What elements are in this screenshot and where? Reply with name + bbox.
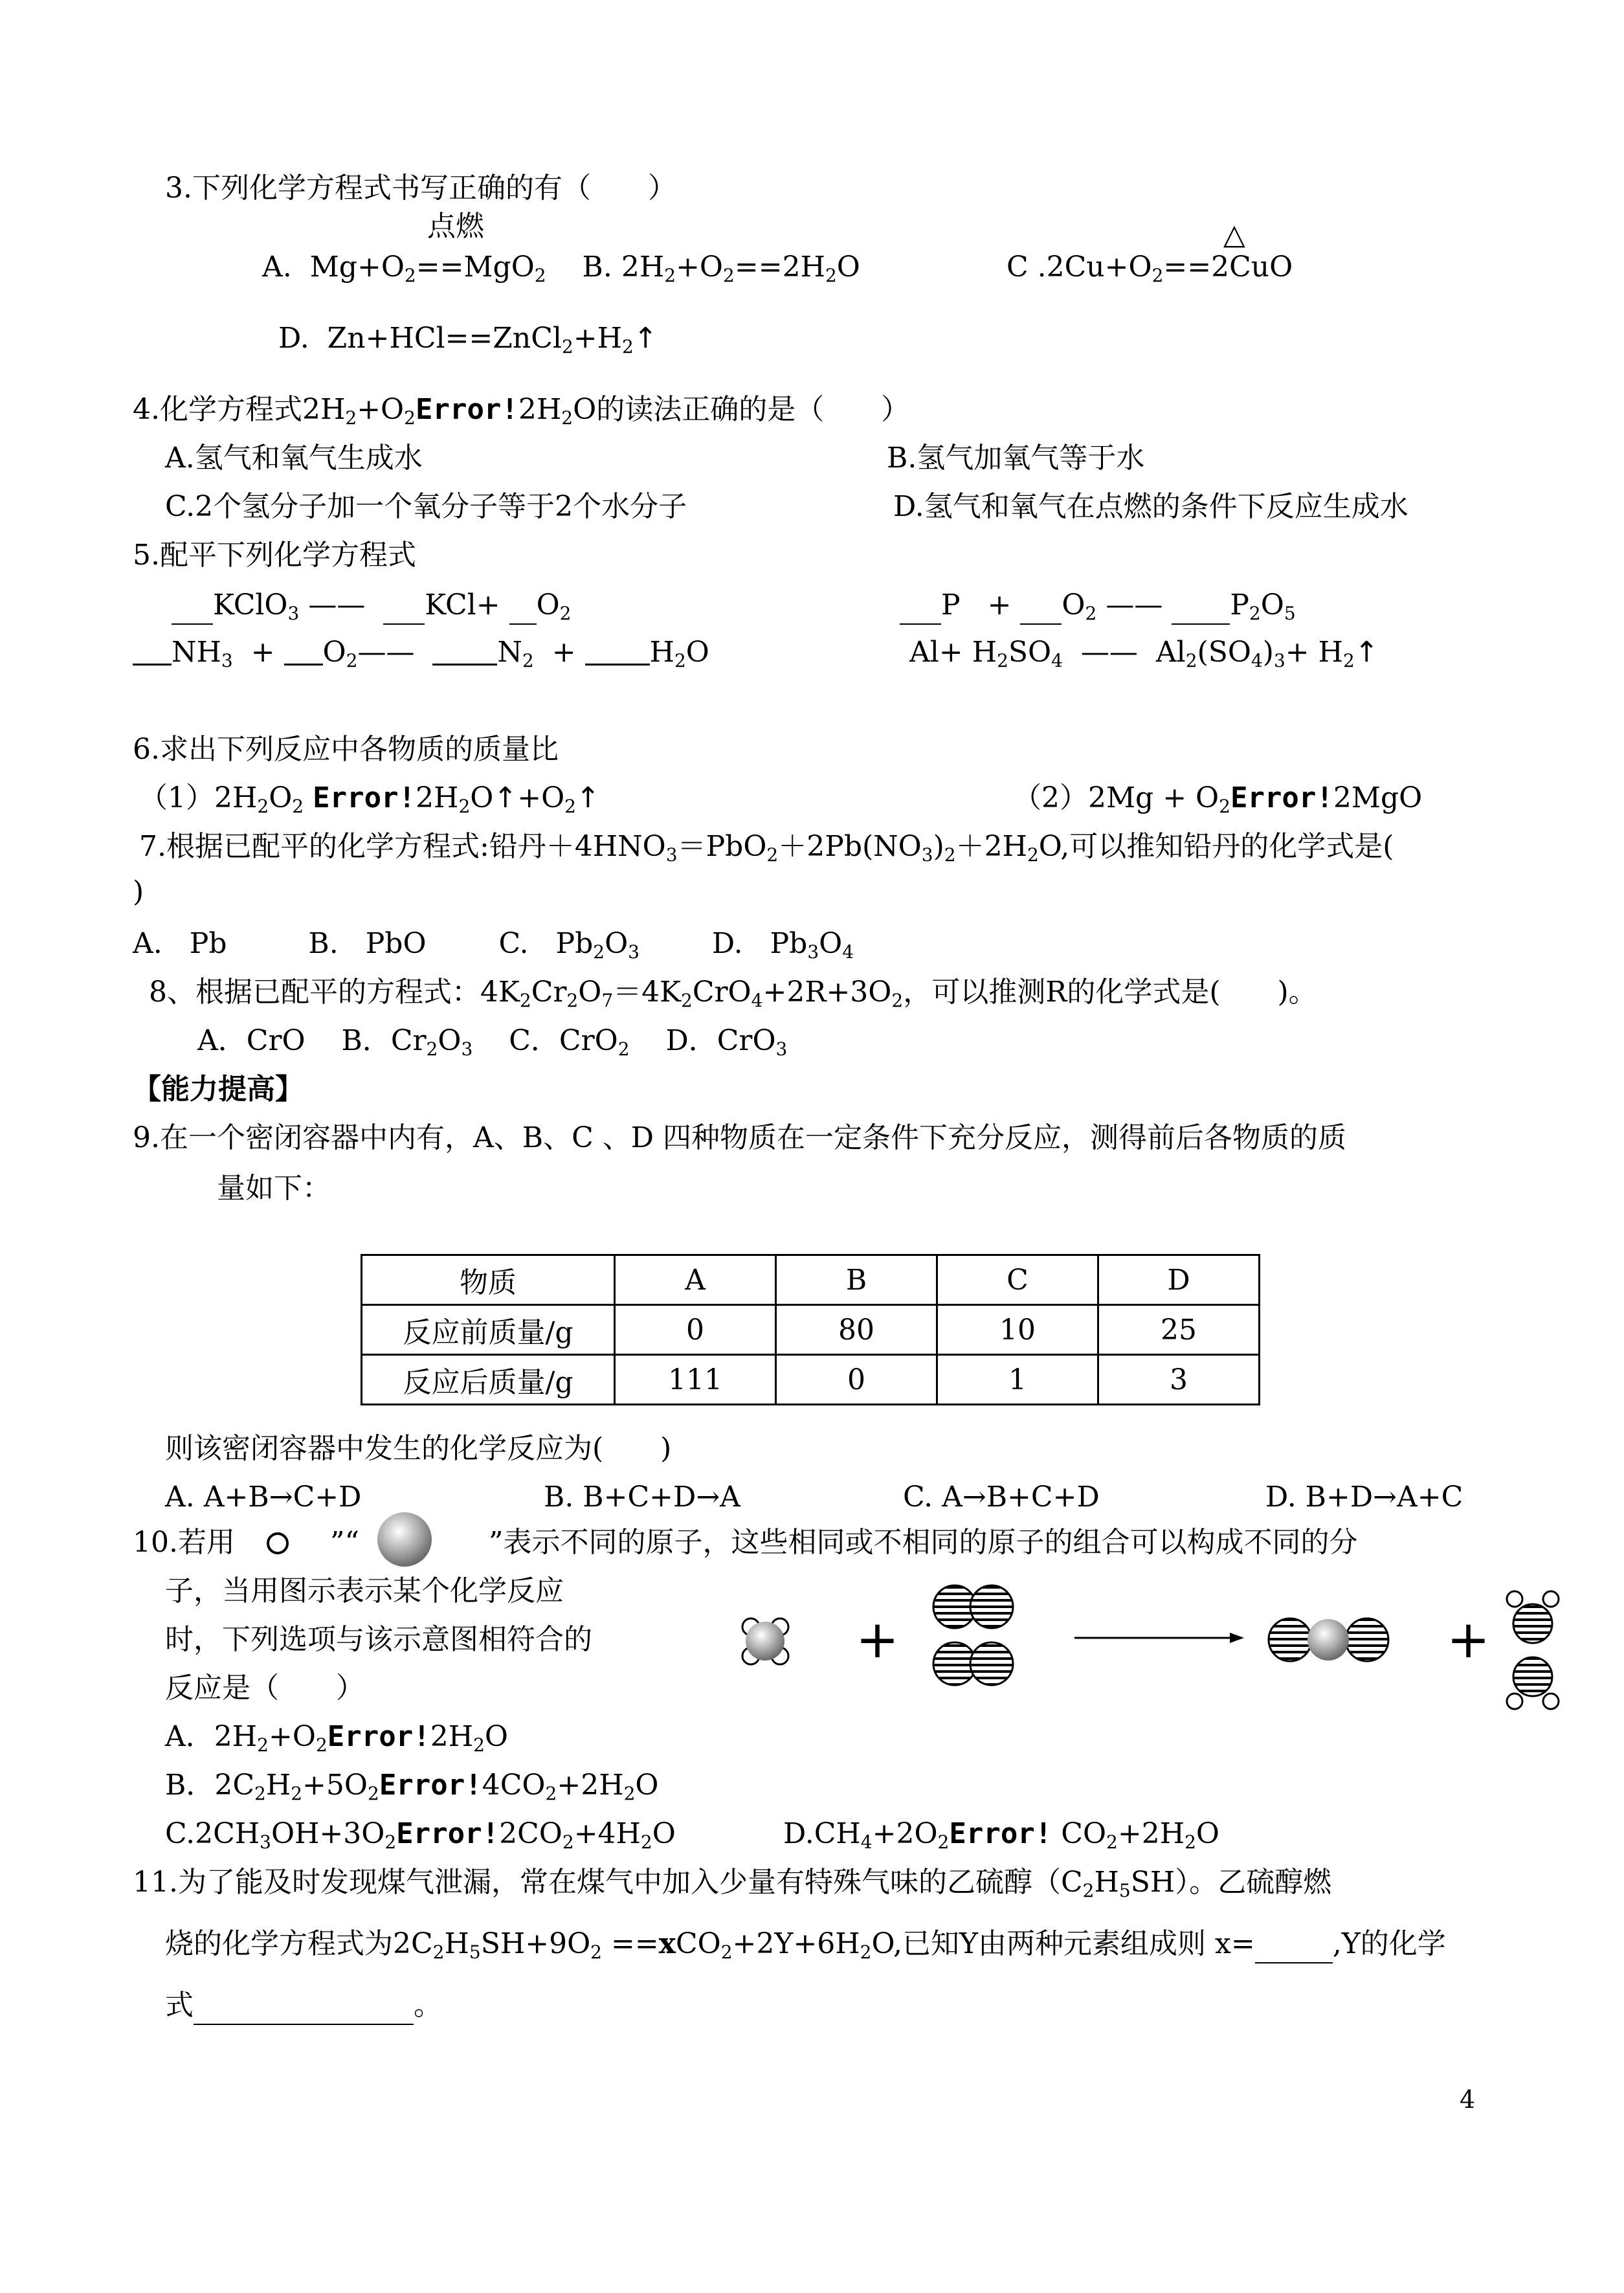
q5-stem: 5.配平下列化学方程式: [133, 539, 416, 572]
plus-icon: +: [1447, 1609, 1491, 1670]
section-header: 【能力提高】: [133, 1073, 304, 1106]
q3-option-c: C $.2Cu+O_2==2CuO$: [1007, 251, 1293, 286]
table-header-row: [362, 1255, 1260, 1305]
striped-diatomic-molecules-icon: [933, 1585, 1013, 1685]
large-gray-atom-icon: [372, 1507, 437, 1572]
q10-line3: 时，下列选项与该示意图相符合的: [165, 1623, 592, 1656]
q4-option-c: C.2个氢分子加一个氧分子等于2个水分子: [165, 490, 687, 523]
q11-line1: 11.为了能及时发现煤气泄漏，常在煤气中加入少量有特殊气味的乙硫醇$(C_2H_5SH)$。乙硫醇燃: [133, 1866, 1332, 1901]
table-cell: 0: [776, 1355, 937, 1405]
q8-stem: 8、根据已配平的方程式：$4K_2Cr_2O_7=4K_2CrO_4+2R+3O_2$，可以推测R的化学式是( )。: [149, 976, 1317, 1011]
q9-question: 则该密闭容器中发生的化学反应为( ): [165, 1432, 672, 1465]
page-number: 4: [1460, 2085, 1476, 2114]
table-header: D: [1098, 1255, 1260, 1305]
mass-table: [361, 1254, 1260, 1405]
q10-option-b: B．$2C_2H_2+5O_2Error!4CO_2+2H_2O$: [165, 1769, 659, 1804]
q9-stem-line1: 9.在一个密闭容器中内有，A、B、C 、D 四种物质在一定条件下充分反应，测得前后各物质的质: [133, 1121, 1347, 1154]
q10-option-d: $D.CH_4+2O_2Error$! $CO_2+2H_2O$: [783, 1817, 1219, 1853]
q10-option-a: A．$2H_2+O_2Error!2H_2O$: [165, 1720, 508, 1756]
q7-options: A. Pb B. PbO C. $Pb_2O_3$ D. $Pb_3O_4$: [133, 927, 854, 963]
q3-options-abc: A. $Mg+O_2==MgO_2$ B. $2H_2+O_2==2H_2O$: [262, 251, 860, 286]
q3-condition-fire: 点燃: [427, 210, 484, 243]
q3-stem: 3.下列化学方程式书写正确的有（ ）: [165, 172, 676, 205]
q4-option-b: B.氢气加氧气等于水: [887, 442, 1145, 475]
table-cell: 0: [615, 1305, 776, 1355]
methane-like-molecule-icon: [742, 1618, 788, 1664]
plus-icon: +: [856, 1609, 900, 1670]
q10-stem-post: ”表示不同的原子，这些相同或不相同的原子的组合可以构成不同的分: [489, 1526, 1358, 1559]
q5-eq2: $P + O_2$ —— $P_2O_5$: [900, 587, 1296, 625]
q5-eq3: $NH_3$ + $O_2——$ $N_2 + H_2O$: [133, 634, 709, 671]
q5-eq1: KClO$_3$ —— $KCl+ O_2$: [172, 587, 571, 625]
table-cell: 反应前质量/g: [362, 1305, 615, 1355]
table-header: B: [776, 1255, 937, 1305]
table-row: [362, 1305, 1260, 1355]
co2-like-molecule-icon: [1269, 1618, 1388, 1661]
q9-option-d: D. B+D→A+C: [1265, 1481, 1463, 1514]
reaction-arrow-icon: [1074, 1633, 1244, 1643]
q6-item1: $(1)2H_2O_2$ $Error!2H_2O↑+O_2↑$: [139, 781, 600, 817]
q8-options: A．CrO B．$Cr_2O_3$ C．CrO$_2$ D．CrO$_3$: [197, 1024, 788, 1060]
table-cell: 3: [1098, 1355, 1260, 1405]
table-cell: 80: [776, 1305, 937, 1355]
q11-line3: 式 。: [165, 1987, 442, 2025]
q9-option-b: B. B+C+D→A: [544, 1481, 740, 1514]
q3-option-d: D. $Zn+HCl==ZnCl_2+H_2↑$: [278, 322, 658, 357]
q10-option-c: $C.2CH_3OH+3O_2Error!2CO_2+4H_2O$: [165, 1817, 676, 1853]
reaction-diagram: [712, 1580, 1605, 1741]
q6-stem: 6.求出下列反应中各物质的质量比: [133, 733, 559, 766]
table-row: [362, 1355, 1260, 1405]
table-cell: 25: [1098, 1305, 1260, 1355]
table-cell: 反应后质量/g: [362, 1355, 615, 1405]
q9-stem-line2: 量如下：: [217, 1172, 331, 1205]
q7-close-paren: ): [133, 875, 144, 908]
q9-option-c: C. A→B+C+D: [903, 1481, 1100, 1514]
q6-item2: $(2)2Mg + O_2Error!2MgO$: [1013, 781, 1423, 817]
q10-line4: 反应是（ ）: [165, 1672, 364, 1705]
table-cell: 111: [615, 1355, 776, 1405]
water-like-molecules-icon: [1507, 1591, 1559, 1709]
q4-option-d: D.氢气和氧气在点燃的条件下反应生成水: [893, 490, 1408, 523]
table-header: C: [937, 1255, 1098, 1305]
q7-stem: 7.根据已配平的化学方程式:铅丹$+4HNO_3=PbO_2+2Pb(NO_3)_2+2H_2O$,可以推知铅丹的化学式是(: [139, 830, 1394, 866]
q4-option-a: A.氢气和氧气生成水: [165, 442, 423, 475]
q10-line2: 子，当用图示表示某个化学反应: [165, 1574, 564, 1607]
q10-stem-mid: ”“: [330, 1526, 359, 1559]
q10-stem-pre: 10.若用: [133, 1526, 235, 1559]
table-cell: 1: [937, 1355, 1098, 1405]
table-cell: 10: [937, 1305, 1098, 1355]
small-white-atom-icon: [261, 1529, 295, 1558]
q5-eq4: $Al+ H_2SO_4$ —— $Al_2(SO_4)_3+$ $H_2↑$: [909, 636, 1379, 671]
q11-line2: 烧的化学方程式为$2C_2H_5SH+9O_2 ==xCO_2+2Y+6H_2O$,已知Y由两种元素组成则 x= ,Y的化学: [165, 1927, 1446, 1963]
q4-stem: 4.化学方程式$2H_2+O_2Error!2H_2O$的读法正确的是（ ）: [133, 393, 910, 429]
table-header: A: [615, 1255, 776, 1305]
table-header: 物质: [362, 1255, 615, 1305]
q9-option-a: A. A+B→C+D: [165, 1481, 362, 1514]
q3-condition-heat: △: [1223, 218, 1245, 251]
